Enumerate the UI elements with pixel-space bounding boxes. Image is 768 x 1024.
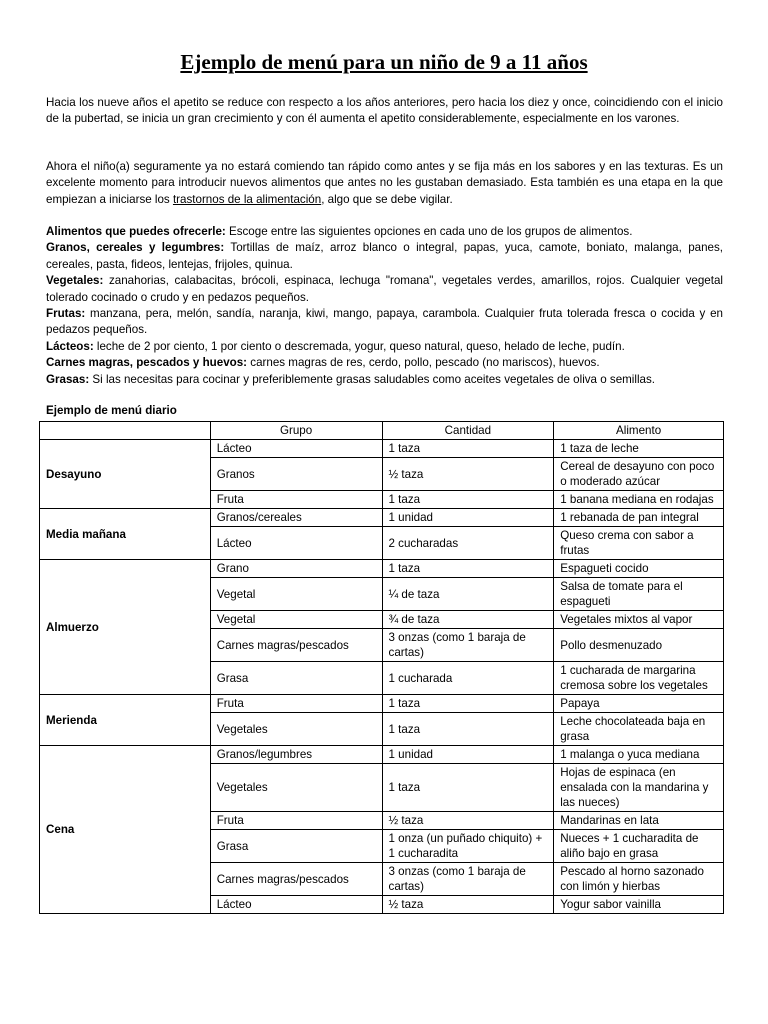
meal-name: Desayuno xyxy=(40,440,211,509)
cell-cantidad: 1 taza xyxy=(382,764,554,812)
meal-name: Media mañana xyxy=(40,509,211,560)
cell-alimento: Pollo desmenuzado xyxy=(554,629,724,662)
cell-grupo: Fruta xyxy=(210,491,382,509)
food-group-line xyxy=(46,273,723,306)
table-row xyxy=(40,509,724,527)
cell-alimento: 1 banana mediana en rodajas xyxy=(554,491,724,509)
cell-alimento: Cereal de desayuno con poco o moderado azúcar xyxy=(554,458,724,491)
food-group-text: zanahorias, calabacitas, brócoli, espinaca, lechuga "romana", vegetales verdes, amarillos, rojos. Cualquier vegetal tolerado cocinado o crudo y en pedazos pequeños. xyxy=(46,274,723,304)
cell-cantidad: 1 taza xyxy=(382,491,554,509)
cell-cantidad: 1 cucharada xyxy=(382,662,554,695)
food-group-text: carnes magras de res, cerdo, pollo, pescado (no mariscos), huevos. xyxy=(247,356,600,370)
cell-cantidad: 1 taza xyxy=(382,440,554,458)
cell-cantidad: ½ taza xyxy=(382,896,554,914)
cell-cantidad: 1 onza (un puñado chiquito) + 1 cucharadita xyxy=(382,830,554,863)
cell-alimento: Pescado al horno sazonado con limón y hierbas xyxy=(554,863,724,896)
cell-cantidad: 1 unidad xyxy=(382,509,554,527)
cell-cantidad: ½ taza xyxy=(382,812,554,830)
cell-grupo: Vegetal xyxy=(210,578,382,611)
cell-grupo: Vegetal xyxy=(210,611,382,629)
cell-alimento: 1 taza de leche xyxy=(554,440,724,458)
menu-table-body xyxy=(40,440,724,914)
cell-grupo: Fruta xyxy=(210,812,382,830)
cell-grupo: Granos/cereales xyxy=(210,509,382,527)
table-row xyxy=(40,746,724,764)
food-group-line xyxy=(46,306,723,339)
food-groups-section xyxy=(46,224,723,388)
cell-grupo: Grasa xyxy=(210,662,382,695)
meal-name: Cena xyxy=(40,746,211,914)
cell-cantidad: 1 unidad xyxy=(382,746,554,764)
cell-grupo: Granos xyxy=(210,458,382,491)
cell-grupo: Grasa xyxy=(210,830,382,863)
menu-caption: Ejemplo de menú diario xyxy=(46,404,177,417)
cell-grupo: Fruta xyxy=(210,695,382,713)
header-meal xyxy=(40,422,211,440)
cell-alimento: Mandarinas en lata xyxy=(554,812,724,830)
cell-grupo: Vegetales xyxy=(210,713,382,746)
cell-cantidad: 1 taza xyxy=(382,695,554,713)
food-group-line xyxy=(46,355,723,371)
table-row xyxy=(40,695,724,713)
food-group-text: manzana, pera, melón, sandía, naranja, kiwi, mango, papaya, carambola. Cualquier fruta tolerada fresca o cocida y en pedazos pequeños. xyxy=(46,307,723,337)
cell-alimento: 1 malanga o yuca mediana xyxy=(554,746,724,764)
cell-cantidad: 2 cucharadas xyxy=(382,527,554,560)
cell-alimento: Yogur sabor vainilla xyxy=(554,896,724,914)
menu-table xyxy=(39,421,724,914)
food-group-label: Grasas: xyxy=(46,372,90,386)
cell-alimento: Nueces + 1 cucharadita de aliño bajo en grasa xyxy=(554,830,724,863)
cell-grupo: Granos/legumbres xyxy=(210,746,382,764)
cell-alimento: Leche chocolateada baja en grasa xyxy=(554,713,724,746)
cell-cantidad: 3 onzas (como 1 baraja de cartas) xyxy=(382,863,554,896)
cell-grupo: Grano xyxy=(210,560,382,578)
cell-cantidad: 1 taza xyxy=(382,713,554,746)
cell-alimento: Papaya xyxy=(554,695,724,713)
food-group-line xyxy=(46,224,723,240)
food-group-label: Granos, cereales y legumbres: xyxy=(46,241,225,255)
header-alimento: Alimento xyxy=(554,422,724,440)
food-group-label: Carnes magras, pescados y huevos: xyxy=(46,356,248,370)
header-grupo: Grupo xyxy=(210,422,382,440)
intro-text-2 xyxy=(46,159,723,208)
intro-text-2-end: , algo que se debe vigilar. xyxy=(321,192,453,206)
cell-alimento: Hojas de espinaca (en ensalada con la mandarina y las nueces) xyxy=(554,764,724,812)
cell-alimento: 1 rebanada de pan integral xyxy=(554,509,724,527)
table-row xyxy=(40,440,724,458)
cell-cantidad: 3 onzas (como 1 baraja de cartas) xyxy=(382,629,554,662)
food-group-label: Alimentos que puedes ofrecerle: xyxy=(46,225,226,238)
cell-cantidad: 1 taza xyxy=(382,560,554,578)
cell-cantidad: ½ taza xyxy=(382,458,554,491)
cell-alimento: Vegetales mixtos al vapor xyxy=(554,611,724,629)
intro-paragraph-1 xyxy=(46,95,723,128)
meal-name: Merienda xyxy=(40,695,211,746)
food-group-text: Si las necesitas para cocinar y preferiblemente grasas saludables como aceites vegetales de oliva o semillas. xyxy=(89,372,655,386)
intro-paragraph-2 xyxy=(46,159,723,208)
cell-alimento: Espagueti cocido xyxy=(554,560,724,578)
table-row xyxy=(40,560,724,578)
intro-text-2-start: Ahora el niño(a) seguramente ya no estará comiendo tan rápido como antes y se fija más en los sabores y en las texturas. Es un excelente momento para introducir nuevos alimentos que antes no les gustaban demasiado. Esta también es una etapa en la que empiezan a iniciarse los xyxy=(46,160,723,206)
cell-cantidad: ¾ de taza xyxy=(382,611,554,629)
meal-name: Almuerzo xyxy=(40,560,211,695)
cell-alimento: 1 cucharada de margarina cremosa sobre los vegetales xyxy=(554,662,724,695)
food-group-line xyxy=(46,240,723,273)
food-group-text: leche de 2 por ciento, 1 por ciento o descremada, yogur, queso natural, queso, helado de leche, pudín. xyxy=(93,339,625,353)
food-group-label: Frutas: xyxy=(46,307,86,321)
cell-alimento: Queso crema con sabor a frutas xyxy=(554,527,724,560)
cell-grupo: Lácteo xyxy=(210,527,382,560)
cell-grupo: Lácteo xyxy=(210,896,382,914)
food-group-line xyxy=(46,372,723,388)
cell-grupo: Carnes magras/pescados xyxy=(210,629,382,662)
food-group-label: Vegetales: xyxy=(46,274,104,288)
food-group-text: Tortillas de maíz, arroz blanco o integral, papas, yuca, camote, boniato, malanga, panes, cereales, pasta, fideos, lentejas, frijoles, quinua. xyxy=(46,241,723,271)
cell-cantidad: ¼ de taza xyxy=(382,578,554,611)
table-header-row xyxy=(40,422,724,440)
food-group-line xyxy=(46,339,723,355)
cell-alimento: Salsa de tomate para el espagueti xyxy=(554,578,724,611)
cell-grupo: Lácteo xyxy=(210,440,382,458)
page-title: Ejemplo de menú para un niño de 9 a 11 años xyxy=(180,50,588,74)
food-group-text: Escoge entre las siguientes opciones en cada uno de los grupos de alimentos. xyxy=(225,225,633,238)
food-group-label: Lácteos: xyxy=(46,339,94,353)
eating-disorders-link[interactable]: trastornos de la alimentación xyxy=(172,192,322,206)
cell-grupo: Carnes magras/pescados xyxy=(210,863,382,896)
intro-text-1: Hacia los nueve años el apetito se reduce con respecto a los años anteriores, pero hacia los diez y once, coincidiendo con el inicio de la pubertad, se inicia un gran crecimiento y con él aumenta el apetito considerablemente, especialmente en los varones. xyxy=(46,96,723,126)
header-cantidad: Cantidad xyxy=(382,422,554,440)
cell-grupo: Vegetales xyxy=(210,764,382,812)
